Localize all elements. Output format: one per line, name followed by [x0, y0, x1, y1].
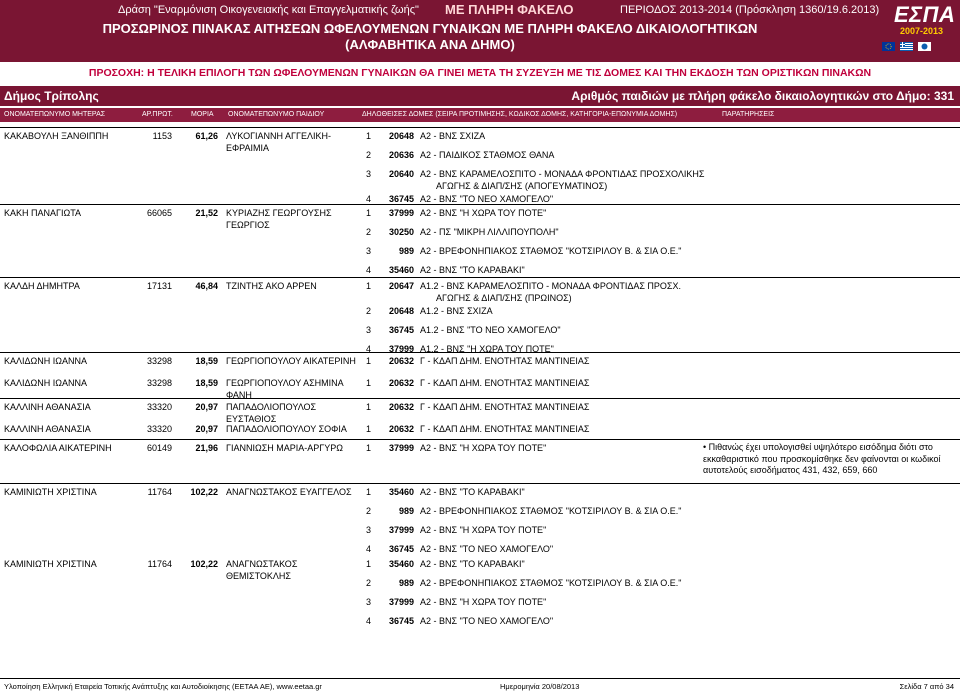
- points-value: 46,84: [195, 281, 218, 291]
- protocol-number: 66065: [146, 208, 172, 218]
- structure-description: Α2 - ΒΡΕΦΟΝΗΠΙΑΚΟΣ ΣΤΑΘΜΟΣ "ΚΟΤΣΙΡΙΛΟΥ Β. & ΣΙΑ Ο.Ε.": [420, 506, 682, 516]
- structure-description: Α1.2 - ΒΝΣ "ΤΟ ΝΕΟ ΧΑΜΟΓΕΛΟ": [420, 325, 561, 335]
- ministry-emblem-icon: [918, 42, 931, 51]
- structure-description: Γ - ΚΔΑΠ ΔΗΜ. ΕΝΟΤΗΤΑΣ ΜΑΝΤΙΝΕΙΑΣ: [420, 424, 590, 434]
- protocol-number: 17131: [146, 281, 172, 291]
- preference-order: 1: [366, 208, 372, 218]
- structure-code: 35460: [388, 487, 414, 497]
- structure-code: 989: [398, 578, 414, 588]
- preference-order: 3: [366, 525, 372, 535]
- mother-name: ΚΑΜΙΝΙΩΤΗ ΧΡΙΣΤΙΝΑ: [4, 559, 97, 569]
- structure-code: 36745: [388, 616, 414, 626]
- child-name: ΤΖΙΝΤΗΣ ΑΚΟ ΑΡΡΕΝ: [226, 281, 317, 291]
- points-value: 102,22: [190, 487, 218, 497]
- structure-code: 20632: [388, 424, 414, 434]
- espa-logo: [872, 2, 956, 60]
- structure-description: Α1.2 - ΒΝΣ ΚΑΡΑΜΕΛΟΣΠΙΤΟ - ΜΟΝΑΔΑ ΦΡΟΝΤΙΔΑΣ ΠΡΟΣΧ.: [420, 281, 681, 291]
- structure-description: Α2 - ΒΝΣ "Η ΧΩΡΑ ΤΟΥ ΠΟΤΕ": [420, 208, 547, 218]
- structure-code: 37999: [388, 597, 414, 607]
- preference-order: 4: [366, 544, 372, 554]
- page-footer: [0, 678, 960, 696]
- municipality-name: Δήμος Τρίπολης: [4, 89, 99, 103]
- child-name: ΓΙΑΝΝΙΩΣΗ ΜΑΡΙΑ-ΑΡΓΥΡΩ: [226, 443, 343, 453]
- structure-description: Α1.2 - ΒΝΣ ΣΧΙΖΑ: [420, 306, 493, 316]
- preference-order: 3: [366, 325, 372, 335]
- period-label: ΠΕΡΙΟΔΟΣ 2013-2014 (Πρόσκληση 1360/19.6.2013): [620, 4, 880, 16]
- preference-order: 2: [366, 506, 372, 516]
- child-name: ΑΝΑΓΝΩΣΤΑΚΟΣ ΕΥΑΓΓΕΛΟΣ: [226, 487, 352, 497]
- structure-description: Α2 - ΒΝΣ "ΤΟ ΝΕΟ ΧΑΜΟΓΕΛΟ": [420, 194, 554, 204]
- structure-code: 36745: [388, 544, 414, 554]
- structure-description: Α1.2 - ΒΝΣ "Η ΧΩΡΑ ΤΟΥ ΠΟΤΕ": [420, 344, 554, 354]
- structure-code: 20636: [388, 150, 414, 160]
- protocol-number: 33320: [146, 402, 172, 412]
- points-value: 61,26: [195, 131, 218, 141]
- structure-code: 20648: [388, 131, 414, 141]
- child-name: ΠΑΠΑΔΟΛΙΟΠΟΥΛΟΣ ΕΥΣΤΑΘΙΟΣ: [226, 402, 317, 424]
- eu-flag-icon: [882, 42, 895, 51]
- protocol-number: 1153: [152, 131, 172, 141]
- mother-name: ΚΑΛΔΗ ΔΗΜΗΤΡΑ: [4, 281, 80, 291]
- mother-name: ΚΑΚΗ ΠΑΝΑΓΙΩΤΑ: [4, 208, 82, 218]
- points-value: 21,96: [195, 443, 218, 453]
- table-header: [0, 108, 960, 122]
- points-value: 21,52: [195, 208, 218, 218]
- mother-name: ΚΑΛΛΙΝΗ ΑΘΑΝΑΣΙΑ: [4, 424, 91, 434]
- preference-order: 1: [366, 378, 372, 388]
- preference-order: 2: [366, 306, 372, 316]
- structure-code: 20632: [388, 378, 414, 388]
- preference-order: 1: [366, 131, 372, 141]
- child-name: ΓΕΩΡΓΙΟΠΟΥΛΟΥ ΑΙΚΑΤΕΡΙΝΗ: [226, 356, 356, 366]
- table-row: [0, 277, 960, 353]
- protocol-number: 11764: [147, 487, 172, 497]
- table-row: [0, 204, 960, 278]
- preference-order: 1: [366, 402, 372, 412]
- child-name: ΛΥΚΟΓΙΑΝΝΗ ΑΓΓΕΛΙΚΗ-ΕΦΡΑΙΜΙΑ: [226, 131, 331, 153]
- preference-order: 4: [366, 344, 372, 354]
- document-title: ΠΡΟΣΩΡΙΝΟΣ ΠΙΝΑΚΑΣ ΑΙΤΗΣΕΩΝ ΩΦΕΛΟΥΜΕΝΩΝ ΓΥΝΑΙΚΩΝ ΜΕ ΠΛΗΡΗ ΦΑΚΕΛΟ ΔΙΚΑΙΟΛΟΓΗΤΙΚΩΝ: [102, 21, 758, 36]
- preference-order: 1: [366, 487, 372, 497]
- table-row: [0, 483, 960, 557]
- structure-code: 20632: [388, 356, 414, 366]
- table-row: [0, 352, 960, 376]
- municipality-bar: [0, 86, 960, 106]
- preference-order: 3: [366, 597, 372, 607]
- preference-order: 1: [366, 424, 372, 434]
- structure-code: 37999: [388, 208, 414, 218]
- structure-description: Γ - ΚΔΑΠ ΔΗΜ. ΕΝΟΤΗΤΑΣ ΜΑΝΤΙΝΕΙΑΣ: [420, 356, 590, 366]
- preference-order: 2: [366, 227, 372, 237]
- points-value: 102,22: [190, 559, 218, 569]
- mother-name: ΚΑΛΛΙΝΗ ΑΘΑΝΑΣΙΑ: [4, 402, 91, 412]
- structure-description: Γ - ΚΔΑΠ ΔΗΜ. ΕΝΟΤΗΤΑΣ ΜΑΝΤΙΝΕΙΑΣ: [420, 402, 590, 412]
- mother-name: ΚΑΚΑΒΟΥΛΗ ΞΑΝΘΙΠΠΗ: [4, 131, 109, 141]
- structure-code: 989: [398, 506, 414, 516]
- col-structures: ΔΗΛΩΘΕΙΣΕΣ ΔΟΜΕΣ (ΣΕΙΡΑ ΠΡΟΤΙΜΗΣΗΣ, ΚΩΔΙΚΟΣ ΔΟΜΗΣ, ΚΑΤΗΓΟΡΙΑ-ΕΠΩΝΥΜΙΑ ΔΟΜΗΣ): [362, 111, 678, 118]
- structure-code: 989: [398, 246, 414, 256]
- child-name: ΓΕΩΡΓΙΟΠΟΥΛΟΥ ΑΣΗΜΙΝΑ ΦΑΝΗ: [226, 378, 344, 400]
- children-count: Αριθμός παιδιών με πλήρη φάκελο δικαιολογητικών στο Δήμο: 331: [571, 89, 954, 103]
- structure-code: 20640: [388, 169, 414, 179]
- notes-text: • Πιθανώς έχει υπολογισθεί υψηλότερο εισόδημα διότι στο εκκαθαριστικό που προσκομίσθηκε δεν φαίνονται οι κωδικοί αυτοτελούς εισοδήματος 431, 432, 659, 660: [703, 442, 941, 475]
- structure-description: Α2 - ΠΑΙΔΙΚΟΣ ΣΤΑΘΜΟΣ ΘΑΝΑ: [420, 150, 555, 160]
- protocol-number: 33298: [146, 378, 172, 388]
- structure-code: 20648: [388, 306, 414, 316]
- child-name: ΑΝΑΓΝΩΣΤΑΚΟΣ ΘΕΜΙΣΤΟΚΛΗΣ: [226, 559, 298, 581]
- points-value: 18,59: [195, 378, 218, 388]
- preference-order: 1: [366, 281, 372, 291]
- structure-code: 20647: [388, 281, 414, 291]
- table-row: [0, 439, 960, 484]
- structure-description: Γ - ΚΔΑΠ ΔΗΜ. ΕΝΟΤΗΤΑΣ ΜΑΝΤΙΝΕΙΑΣ: [420, 378, 590, 388]
- structure-description: Α2 - ΒΝΣ "ΤΟ ΚΑΡΑΒΑΚΙ": [420, 559, 525, 569]
- protocol-number: 33298: [146, 356, 172, 366]
- applications-table: [0, 122, 960, 662]
- structure-description-cont: ΑΓΩΓΗΣ & ΔΙΑΠ/ΣΗΣ (ΠΡΩΙΝΟΣ): [436, 293, 572, 303]
- notice-banner: ΠΡΟΣΟΧΗ: Η ΤΕΛΙΚΗ ΕΠΙΛΟΓΗ ΤΩΝ ΩΦΕΛΟΥΜΕΝΩΝ ΓΥΝΑΙΚΩΝ ΘΑ ΓΙΝΕΙ ΜΕΤΑ ΤΗ ΣΥΖΕΥΞΗ ΜΕ ΤΙΣ ΔΟΜΕΣ ΚΑΙ ΤΗΝ ΕΚΔΟΣΗ ΤΩΝ ΟΡΙΣΤΙΚΩΝ ΠΙΝΑΚΩΝ: [0, 62, 960, 86]
- espa-logo-years: 2007-2013: [900, 26, 944, 36]
- table-row: [0, 421, 960, 439]
- structure-code: 35460: [388, 559, 414, 569]
- mother-name: ΚΑΛΙΔΩΝΗ ΙΩΑΝΝΑ: [4, 378, 87, 388]
- greek-flag-icon: [900, 42, 913, 51]
- col-mother: ΟΝΟΜΑΤΕΠΩΝΥΜΟ ΜΗΤΕΡΑΣ: [4, 111, 106, 118]
- col-notes: ΠΑΡΑΤΗΡΗΣΕΙΣ: [722, 111, 775, 118]
- points-value: 20,97: [195, 402, 218, 412]
- preference-order: 1: [366, 443, 372, 453]
- preference-order: 4: [366, 194, 372, 204]
- structure-description: Α2 - ΒΝΣ "ΤΟ ΚΑΡΑΒΑΚΙ": [420, 265, 525, 275]
- structure-description: Α2 - ΒΝΣ "ΤΟ ΚΑΡΑΒΑΚΙ": [420, 487, 525, 497]
- col-points: ΜΟΡΙΑ: [191, 111, 214, 118]
- structure-description: Α2 - ΒΝΣ ΣΧΙΖΑ: [420, 131, 486, 141]
- structure-description: Α2 - ΒΡΕΦΟΝΗΠΙΑΚΟΣ ΣΤΑΘΜΟΣ "ΚΟΤΣΙΡΙΛΟΥ Β. & ΣΙΑ Ο.Ε.": [420, 246, 682, 256]
- espa-logo-text: ΕΣΠΑ: [894, 2, 956, 27]
- mother-name: ΚΑΜΙΝΙΩΤΗ ΧΡΙΣΤΙΝΑ: [4, 487, 97, 497]
- structure-code: 36745: [388, 325, 414, 335]
- structure-description: Α2 - ΒΡΕΦΟΝΗΠΙΑΚΟΣ ΣΤΑΘΜΟΣ "ΚΟΤΣΙΡΙΛΟΥ Β. & ΣΙΑ Ο.Ε.": [420, 578, 682, 588]
- header-banner: [0, 0, 960, 62]
- structure-description-cont: ΑΓΩΓΗΣ & ΔΙΑΠ/ΣΗΣ (ΑΠΟΓΕΥΜΑΤΙΝΟΣ): [436, 181, 608, 191]
- structure-description: Α2 - ΠΣ "ΜΙΚΡΗ ΛΙΛΛΙΠΟΥΠΟΛΗ": [420, 227, 559, 237]
- mother-name: ΚΑΛΟΦΩΛΙΑ ΑΙΚΑΤΕΡΙΝΗ: [4, 443, 112, 453]
- structure-code: 36745: [388, 194, 414, 204]
- structure-code: 30250: [388, 227, 414, 237]
- structure-description: Α2 - ΒΝΣ "Η ΧΩΡΑ ΤΟΥ ΠΟΤΕ": [420, 525, 547, 535]
- protocol-number: 60149: [146, 443, 172, 453]
- protocol-number: 11764: [147, 559, 172, 569]
- preference-order: 3: [366, 246, 372, 256]
- structure-description: Α2 - ΒΝΣ "ΤΟ ΝΕΟ ΧΑΜΟΓΕΛΟ": [420, 616, 554, 626]
- table-row: [0, 398, 960, 422]
- structure-code: 37999: [388, 443, 414, 453]
- program-title: Δράση "Εναρμόνιση Οικογενειακής και Επαγγελματικής ζωής": [118, 4, 419, 16]
- col-child: ΟΝΟΜΑΤΕΠΩΝΥΜΟ ΠΑΙΔΙΟΥ: [228, 111, 325, 118]
- preference-order: 2: [366, 578, 372, 588]
- preference-order: 2: [366, 150, 372, 160]
- preference-order: 1: [366, 356, 372, 366]
- table-row: [0, 127, 960, 205]
- points-value: 18,59: [195, 356, 218, 366]
- structure-description: Α2 - ΒΝΣ "Η ΧΩΡΑ ΤΟΥ ΠΟΤΕ": [420, 443, 547, 453]
- structure-code: 37999: [388, 344, 414, 354]
- structure-code: 35460: [388, 265, 414, 275]
- table-row: [0, 556, 960, 642]
- mother-name: ΚΑΛΙΔΩΝΗ ΙΩΑΝΝΑ: [4, 356, 87, 366]
- preference-order: 4: [366, 616, 372, 626]
- footer-date: Ημερομηνία 20/08/2013: [500, 682, 580, 691]
- structure-description: Α2 - ΒΝΣ "ΤΟ ΝΕΟ ΧΑΜΟΓΕΛΟ": [420, 544, 554, 554]
- child-name: ΚΥΡΙΑΖΗΣ ΓΕΩΡΓΟΥΣΗΣ ΓΕΩΡΓΙΟΣ: [226, 208, 332, 230]
- full-file-label: ΜΕ ΠΛΗΡΗ ΦΑΚΕΛΟ: [445, 2, 574, 17]
- preference-order: 3: [366, 169, 372, 179]
- structure-description: Α2 - ΒΝΣ ΚΑΡΑΜΕΛΟΣΠΙΤΟ - ΜΟΝΑΔΑ ΦΡΟΝΤΙΔΑΣ ΠΡΟΣΧΟΛΙΚΗΣ: [420, 169, 705, 179]
- document-subtitle: (ΑΛΦΑΒΗΤΙΚΑ ΑΝΑ ΔΗΜΟ): [345, 37, 515, 52]
- points-value: 20,97: [195, 424, 218, 434]
- preference-order: 4: [366, 265, 372, 275]
- preference-order: 1: [366, 559, 372, 569]
- table-row: [0, 375, 960, 398]
- child-name: ΠΑΠΑΔΟΛΙΟΠΟΥΛΟΥ ΣΟΦΙΑ: [226, 424, 347, 434]
- protocol-number: 33320: [146, 424, 172, 434]
- structure-code: 20632: [388, 402, 414, 412]
- col-protocol: ΑΡ.ΠΡΩΤ.: [142, 111, 173, 118]
- footer-page: Σελίδα 7 από 34: [899, 682, 954, 691]
- structure-description: Α2 - ΒΝΣ "Η ΧΩΡΑ ΤΟΥ ΠΟΤΕ": [420, 597, 547, 607]
- structure-code: 37999: [388, 525, 414, 535]
- footer-credit: Υλοποίηση Ελληνική Εταιρεία Τοπικής Ανάπτυξης και Αυτοδιοίκησης (ΕΕΤΑΑ ΑΕ), www.eetaa.gr: [4, 682, 322, 691]
